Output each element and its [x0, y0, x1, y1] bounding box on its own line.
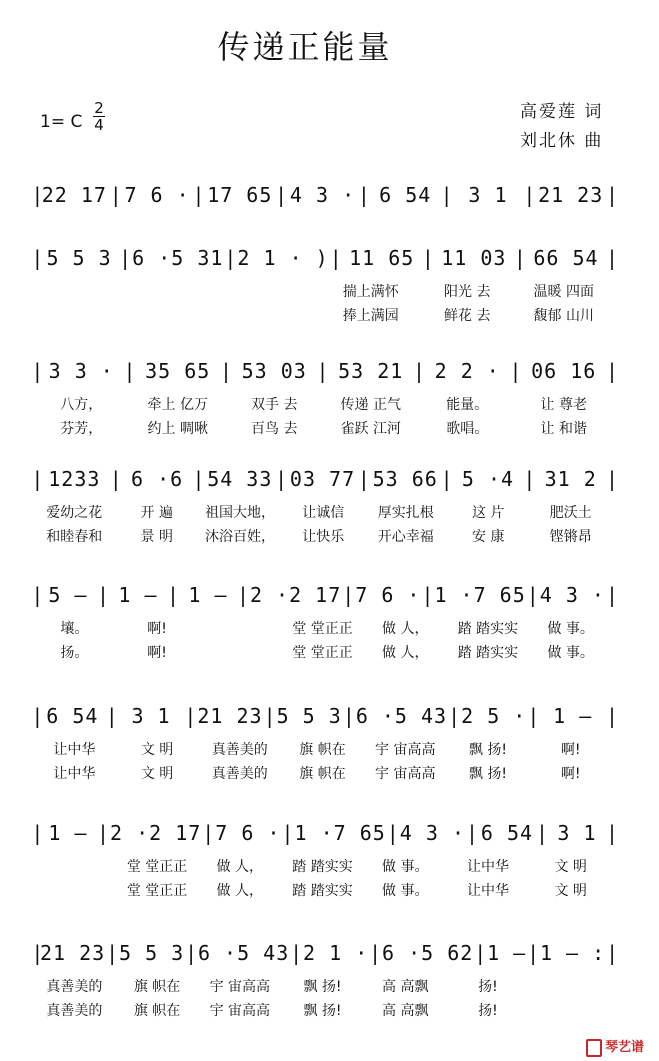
note-line	[34, 243, 619, 273]
lyric-cell: 做 人，	[382, 645, 429, 661]
lyric-line-verse-2	[34, 642, 619, 662]
lyric-cell: 扬!	[478, 979, 498, 995]
barline: |	[345, 704, 353, 728]
measure: 5 –	[48, 583, 88, 607]
lyric-cell: 铿锵昂	[549, 529, 592, 545]
lyric-cell: 让 尊老	[540, 397, 587, 413]
lyric-cell: 做 人，	[216, 883, 264, 899]
measure: 17 65	[207, 183, 273, 207]
measure: 11 03	[441, 246, 507, 270]
lyric-cell: 这 片	[472, 505, 505, 521]
measure: 31 2	[544, 467, 597, 491]
barline: |	[187, 704, 194, 728]
measure: 2 ·2 17	[249, 583, 342, 607]
measure: 35 65	[145, 359, 211, 383]
barline: |	[239, 583, 247, 607]
lyric-cell: 扬。	[60, 645, 89, 661]
measure: 6 54	[480, 821, 534, 845]
lyric-cell: 啊!	[560, 766, 581, 782]
lyric-cell: 揣上满怀	[342, 284, 399, 300]
lyric-cell: 宇 宙高高	[375, 766, 436, 782]
score-system	[34, 180, 619, 220]
barline: |	[608, 359, 616, 383]
measure: 4 3 ·	[289, 183, 356, 207]
measure: 6 54	[46, 704, 99, 728]
lyric-cell: 让中华	[53, 766, 96, 782]
measure: 5 ·4	[461, 467, 515, 491]
lyric-line-verse-1	[34, 739, 619, 759]
lyric-cell: 爱幼之花	[46, 505, 103, 521]
score-system	[34, 701, 619, 782]
barline: |	[608, 583, 616, 607]
lyric-cell: 高 高飘	[382, 979, 429, 995]
lyric-cell: 传递 正气	[340, 397, 401, 413]
lyric-cell: 让诚信	[302, 505, 345, 521]
measure: 6 ·5 43	[355, 704, 448, 728]
barline: |	[424, 583, 431, 607]
lyric-line-verse-1	[34, 618, 619, 638]
score-system	[34, 580, 619, 661]
lyric-cell: 开 遍	[140, 505, 173, 521]
note-line	[34, 818, 619, 848]
lyric-cell	[137, 281, 220, 301]
lyricist-credit: 高爱莲 词	[520, 102, 604, 122]
lyric-cell	[233, 305, 316, 325]
lyric-cell: 文 明	[140, 766, 174, 782]
lyric-cell: 芬芳，	[60, 421, 103, 437]
lyric-cell: 旗 帜在	[133, 1003, 181, 1019]
lyric-cell: 真善美的	[46, 979, 103, 995]
measure: 2 1 · )	[237, 246, 329, 270]
measure: 66 54	[533, 246, 599, 270]
note-line	[34, 464, 619, 494]
lyric-cell: 祖国大地，	[205, 505, 275, 521]
measure: 06 16	[531, 359, 597, 383]
lyric-cell: 高 高飘	[382, 1003, 429, 1019]
barline: |	[516, 246, 524, 270]
barline: |	[204, 821, 212, 845]
lyric-cell: 踏 踏实实	[292, 859, 353, 875]
barline: |	[538, 821, 546, 845]
barline: |	[112, 467, 120, 491]
lyric-cell: 做 人，	[216, 859, 264, 875]
barline: |	[608, 821, 616, 845]
lyric-cell: 宇 宙高高	[209, 979, 271, 995]
measure: 6 ·6	[130, 467, 184, 491]
lyric-cell: 沐浴百姓，	[205, 529, 275, 545]
lyric-cell: 宇 宙高高	[375, 742, 436, 758]
barline: |	[371, 941, 379, 965]
barline: |	[529, 583, 537, 607]
barline: |	[525, 183, 533, 207]
measure: 7 6 ·	[215, 821, 281, 845]
measure: 6 ·5 62	[382, 941, 474, 965]
lyric-cell	[205, 642, 274, 662]
lyric-cell: 厚实扎根	[377, 505, 434, 521]
barline: |	[108, 941, 116, 965]
barline: |	[476, 941, 484, 965]
measure: 4 3 ·	[399, 821, 466, 845]
lyric-cell: 飘 扬!	[303, 979, 342, 995]
barline: |	[121, 246, 129, 270]
lyric-cell: 阳光 去	[444, 284, 491, 300]
lyric-line-verse-1	[34, 976, 619, 996]
measure: 2 ·2 17	[109, 821, 202, 845]
measure: 1 ·7 65	[294, 821, 386, 845]
score-system	[34, 356, 619, 437]
barline: |	[415, 359, 423, 383]
measure: 21 23	[40, 941, 106, 965]
barline: |	[34, 821, 41, 845]
barline: |	[222, 359, 230, 383]
lyric-cell: 飘 扬!	[468, 742, 507, 758]
song-title: 传递正能量	[217, 28, 393, 66]
lyric-cell: 文 明	[140, 742, 174, 758]
lyric-line-verse-2	[34, 763, 619, 783]
barline: |	[529, 941, 537, 965]
measure: 03 77	[289, 467, 356, 491]
meter-top: 2	[94, 99, 104, 117]
lyric-cell: 歌唱。	[446, 421, 489, 437]
lyric-cell	[205, 618, 274, 638]
lyric-cell: 堂 堂正正	[292, 621, 353, 637]
lyric-cell: 百鸟 去	[251, 421, 298, 437]
lyric-cell: 真善美的	[211, 742, 268, 758]
barline: |	[608, 704, 616, 728]
lyric-cell: 踏 踏实实	[457, 621, 519, 637]
barline: |	[360, 183, 368, 207]
measure: 5 5 3	[46, 246, 112, 270]
lyric-cell: 做 事。	[382, 859, 429, 875]
measure: 54 33	[207, 467, 273, 491]
note-line	[34, 580, 619, 610]
key-signature: 1= C	[40, 112, 83, 132]
lyric-cell: 捧上满园	[342, 308, 399, 324]
lyric-cell: 踏 踏实实	[292, 883, 353, 899]
lyric-cell: 旗 帜在	[299, 766, 346, 782]
lyric-cell: 堂 堂正正	[126, 883, 188, 899]
barline: |	[450, 704, 458, 728]
barline: |	[319, 359, 326, 383]
lyric-line-verse-2	[34, 418, 619, 438]
score-system	[34, 464, 619, 545]
lyric-cell: 飘 扬!	[303, 1003, 342, 1019]
lyric-cell: 扬!	[478, 1003, 498, 1019]
logo-icon	[586, 1039, 602, 1057]
barline: |	[112, 183, 120, 207]
lyric-cell: 旗 帜在	[299, 742, 346, 758]
barline: |	[608, 467, 616, 491]
lyric-cell: 让中华	[53, 742, 96, 758]
barline: |	[99, 821, 107, 845]
lyric-cell: 鲜花 去	[444, 308, 491, 324]
lyric-cell: 八方，	[60, 397, 103, 413]
barline: |	[99, 583, 107, 607]
barline: |	[284, 821, 291, 845]
lyric-cell: 文 明	[554, 859, 587, 875]
lyric-cell: 馥郁 山川	[533, 308, 594, 324]
measure: 3 3 ·	[48, 359, 114, 383]
barline: |	[443, 183, 450, 207]
measure: 1 –	[48, 821, 88, 845]
barline: |	[277, 183, 285, 207]
measure: 1233	[48, 467, 101, 491]
barline: |	[34, 583, 41, 607]
measure: 5 5 3	[118, 941, 185, 965]
measure: 21 23	[197, 704, 263, 728]
lyric-line-verse-1	[34, 281, 619, 301]
barline: |	[34, 359, 41, 383]
barline: |	[525, 467, 533, 491]
lyric-cell	[40, 305, 123, 325]
lyric-cell	[40, 281, 123, 301]
score-system	[34, 243, 619, 324]
lyric-cell	[40, 856, 109, 876]
measure: 2 5 ·	[461, 704, 527, 728]
barline: |	[169, 583, 177, 607]
measure: 22 17	[41, 183, 107, 207]
lyric-cell	[536, 976, 605, 996]
watermark-logo	[586, 1036, 644, 1057]
time-signature	[92, 100, 106, 133]
lyric-cell: 做 事。	[547, 621, 594, 637]
lyric-cell: 做 事。	[382, 883, 429, 899]
lyric-cell: 景 明	[140, 529, 173, 545]
barline: |	[195, 467, 202, 491]
measure: 53 03	[241, 359, 307, 383]
measure: 1 ·7 65	[434, 583, 526, 607]
lyric-cell	[233, 281, 316, 301]
lyric-cell: 飘 扬!	[468, 766, 507, 782]
lyric-cell: 安 康	[472, 529, 505, 545]
barline: |	[608, 941, 616, 965]
lyric-cell: 啊!	[147, 621, 167, 637]
lyric-cell: 啊!	[147, 645, 167, 661]
lyric-cell: 堂 堂正正	[126, 859, 188, 875]
barline: |	[608, 183, 616, 207]
lyric-cell: 和睦春和	[46, 529, 103, 545]
lyric-cell: 啊!	[560, 742, 581, 758]
barline: |	[266, 704, 273, 728]
barline: |	[512, 359, 519, 383]
lyric-cell: 做 人，	[382, 621, 429, 637]
barline: |	[34, 704, 41, 728]
lyric-cell: 旗 帜在	[133, 979, 181, 995]
barline: |	[292, 941, 300, 965]
lyric-line-verse-2	[34, 526, 619, 546]
barline: |	[332, 246, 340, 270]
measure: 21 23	[538, 183, 604, 207]
score-system	[34, 938, 619, 1019]
barline: |	[424, 246, 432, 270]
barline: |	[34, 183, 41, 207]
measure: 6 54	[379, 183, 432, 207]
barline: |	[108, 704, 116, 728]
meter-bottom: 4	[94, 116, 104, 134]
score-system	[34, 818, 619, 899]
note-line	[34, 701, 619, 731]
barline: |	[468, 821, 476, 845]
barline: |	[344, 583, 352, 607]
lyric-cell	[137, 305, 220, 325]
note-line	[34, 180, 619, 210]
barline: |	[227, 246, 234, 270]
measure: 11 65	[349, 246, 415, 270]
measure: 1 –	[487, 941, 527, 965]
barline: |	[389, 821, 397, 845]
lyric-cell: 让中华	[466, 883, 509, 899]
measure: 6 ·5 31	[132, 246, 224, 270]
measure: 3 1	[468, 183, 508, 207]
lyric-cell: 堂 堂正正	[292, 645, 353, 661]
barline: |	[529, 704, 537, 728]
lyric-cell: 文 明	[554, 883, 587, 899]
barline: |	[360, 467, 368, 491]
measure: 7 6 ·	[355, 583, 421, 607]
barline: |	[187, 941, 195, 965]
lyric-cell: 做 事。	[547, 645, 594, 661]
measure: 7 6 ·	[124, 183, 190, 207]
measure: 3 1	[131, 704, 171, 728]
lyric-cell	[536, 1000, 605, 1020]
lyric-line-verse-1	[34, 502, 619, 522]
lyric-cell: 让 和谐	[540, 421, 587, 437]
measure: 1 –	[118, 583, 158, 607]
measure: 2 2 ·	[434, 359, 500, 383]
barline: |	[443, 467, 450, 491]
barline: |	[34, 246, 41, 270]
lyric-cell: 让中华	[466, 859, 509, 875]
barline: |	[34, 467, 41, 491]
lyric-line-verse-2	[34, 1000, 619, 1020]
lyric-line-verse-2	[34, 880, 619, 900]
lyric-cell: 壤。	[60, 621, 89, 637]
lyric-cell: 真善美的	[211, 766, 268, 782]
lyric-cell: 牵上 亿万	[147, 397, 208, 413]
measure: 2 1 ·	[303, 941, 369, 965]
measure: 5 5 3	[276, 704, 342, 728]
lyric-cell: 约上 啁啾	[147, 421, 208, 437]
measure: 53 66	[372, 467, 438, 491]
note-line	[34, 938, 619, 968]
lyric-line-verse-1	[34, 856, 619, 876]
lyric-cell: 雀跃 江河	[340, 421, 401, 437]
lyric-cell: 真善美的	[46, 1003, 103, 1019]
measure: 1 –	[553, 704, 593, 728]
lyric-cell: 让快乐	[302, 529, 345, 545]
lyric-cell	[40, 880, 109, 900]
lyric-cell: 开心幸福	[377, 529, 434, 545]
measure: 3 1	[557, 821, 597, 845]
watermark-text: 琴艺谱	[605, 1040, 645, 1055]
barline: |	[277, 467, 285, 491]
lyric-cell: 能量。	[446, 397, 489, 413]
barline: |	[195, 183, 202, 207]
lyric-line-verse-1	[34, 394, 619, 414]
measure: 1 –	[188, 583, 228, 607]
lyric-cell: 肥沃土	[549, 505, 592, 521]
lyric-line-verse-2	[34, 305, 619, 325]
measure: 6 ·5 43	[197, 941, 290, 965]
lyric-cell: 踏 踏实实	[457, 645, 519, 661]
measure: 4 3 ·	[539, 583, 605, 607]
lyric-cell: 双手 去	[251, 397, 298, 413]
composer-credit: 刘北休 曲	[520, 131, 604, 151]
barline: |	[34, 941, 41, 965]
note-line	[34, 356, 619, 386]
measure: 1 – :	[539, 941, 606, 965]
lyric-cell: 宇 宙高高	[209, 1003, 271, 1019]
barline: |	[608, 246, 616, 270]
barline: |	[126, 359, 133, 383]
lyric-cell: 温暖 四面	[533, 284, 594, 300]
measure: 53 21	[338, 359, 404, 383]
